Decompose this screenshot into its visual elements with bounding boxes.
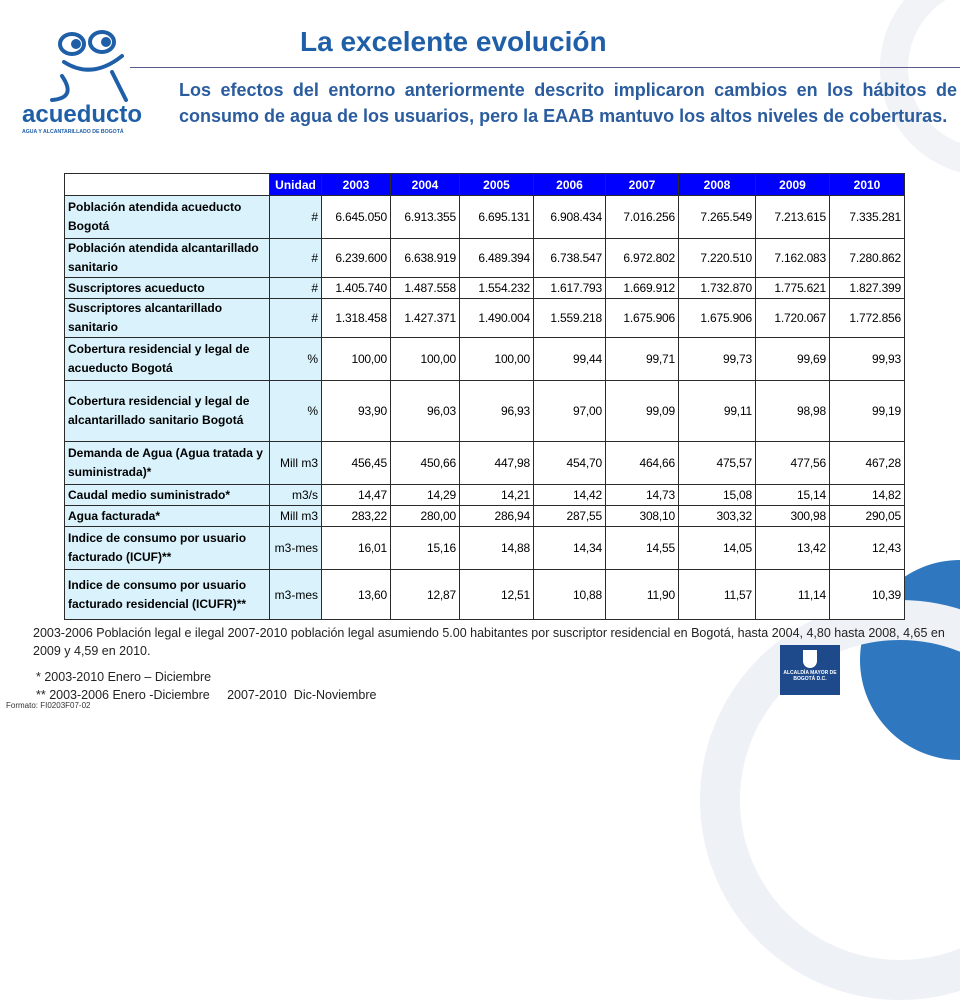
row-value: 1.675.906: [679, 299, 756, 338]
title-divider: [130, 67, 960, 68]
row-unit: %: [270, 338, 322, 381]
row-value: 99,11: [679, 381, 756, 442]
row-value: 1.775.621: [756, 278, 830, 299]
table-row: [65, 338, 905, 381]
table-row: [65, 239, 905, 278]
row-value: 7.280.862: [830, 239, 905, 278]
row-value: 99,73: [679, 338, 756, 381]
row-value: 1.732.870: [679, 278, 756, 299]
indicators-table: [64, 173, 905, 620]
intro-paragraph: Los efectos del entorno anteriormente descrito implicaron cambios en los hábitos de consumo de agua de los usuarios, pero la EAAB mantuvo los altos niveles de coberturas.: [179, 80, 957, 126]
row-value: 7.016.256: [606, 196, 679, 239]
row-label: Suscriptores acueducto: [65, 278, 270, 299]
header-year: 2006: [534, 174, 606, 196]
row-value: 303,32: [679, 506, 756, 527]
table-row: [65, 485, 905, 506]
table-body: [65, 196, 905, 620]
row-value: 6.645.050: [322, 196, 391, 239]
row-value: 15,08: [679, 485, 756, 506]
table-row: [65, 506, 905, 527]
row-value: 467,28: [830, 442, 905, 485]
table-row: [65, 442, 905, 485]
acueducto-logo: [22, 26, 142, 136]
row-label: Suscriptores alcantarillado sanitario: [65, 299, 270, 338]
row-value: 6.489.394: [460, 239, 534, 278]
row-value: 14,47: [322, 485, 391, 506]
row-value: 96,93: [460, 381, 534, 442]
row-unit: %: [270, 381, 322, 442]
row-value: 6.972.802: [606, 239, 679, 278]
row-value: 1.318.458: [322, 299, 391, 338]
row-value: 14,21: [460, 485, 534, 506]
row-value: 1.669.912: [606, 278, 679, 299]
header-blank-cell: [65, 174, 270, 196]
row-value: 11,90: [606, 570, 679, 620]
header-year: 2010: [830, 174, 905, 196]
frog-icon: [52, 32, 126, 100]
row-value: 1.405.740: [322, 278, 391, 299]
row-label: Cobertura residencial y legal de alcantarillado sanitario Bogotá: [65, 381, 270, 442]
row-unit: #: [270, 239, 322, 278]
row-value: 99,44: [534, 338, 606, 381]
row-value: 14,42: [534, 485, 606, 506]
row-value: 98,98: [756, 381, 830, 442]
row-value: 14,29: [391, 485, 460, 506]
table-row: [65, 570, 905, 620]
header-year: 2009: [756, 174, 830, 196]
header-unit: Unidad: [270, 174, 322, 196]
row-label: Agua facturada*: [65, 506, 270, 527]
row-label: Caudal medio suministrado*: [65, 485, 270, 506]
row-value: 11,14: [756, 570, 830, 620]
row-value: 99,09: [606, 381, 679, 442]
row-value: 1.720.067: [756, 299, 830, 338]
row-value: 6.695.131: [460, 196, 534, 239]
row-value: 13,60: [322, 570, 391, 620]
row-value: 450,66: [391, 442, 460, 485]
population-note: 2003-2006 Población legal e ilegal 2007-2010 población legal asumiendo 5.00 habitantes por suscriptor residencial en Bogotá, hasta 2004, 4,80 hasta 2008, 4,65 en 2009 y 4,59 en 2010.: [33, 626, 945, 658]
row-value: 1.490.004: [460, 299, 534, 338]
row-value: 10,88: [534, 570, 606, 620]
table-row: [65, 527, 905, 570]
row-value: 7.265.549: [679, 196, 756, 239]
row-label: Población atendida acueducto Bogotá: [65, 196, 270, 239]
row-value: 12,87: [391, 570, 460, 620]
row-unit: #: [270, 299, 322, 338]
row-value: 456,45: [322, 442, 391, 485]
row-value: 12,51: [460, 570, 534, 620]
row-value: 14,82: [830, 485, 905, 506]
row-label: Cobertura residencial y legal de acueducto Bogotá: [65, 338, 270, 381]
row-value: 97,00: [534, 381, 606, 442]
row-value: 1.617.793: [534, 278, 606, 299]
row-value: 308,10: [606, 506, 679, 527]
row-value: 100,00: [460, 338, 534, 381]
header-year: 2005: [460, 174, 534, 196]
header-year: 2003: [322, 174, 391, 196]
row-unit: #: [270, 196, 322, 239]
page-title: La excelente evolución: [300, 26, 607, 57]
row-value: 7.213.615: [756, 196, 830, 239]
row-label: Indice de consumo por usuario facturado (ICUF)**: [65, 527, 270, 570]
row-value: 14,55: [606, 527, 679, 570]
row-value: 6.908.434: [534, 196, 606, 239]
row-value: 447,98: [460, 442, 534, 485]
table-row: [65, 381, 905, 442]
row-value: 290,05: [830, 506, 905, 527]
table-row: [65, 278, 905, 299]
row-value: 1.487.558: [391, 278, 460, 299]
row-value: 6.738.547: [534, 239, 606, 278]
row-unit: Mill m3: [270, 506, 322, 527]
row-value: 1.772.856: [830, 299, 905, 338]
row-value: 100,00: [322, 338, 391, 381]
row-value: 93,90: [322, 381, 391, 442]
header-year: 2007: [606, 174, 679, 196]
format-code: Formato: FI0203F07-02: [6, 701, 91, 710]
row-unit: m3/s: [270, 485, 322, 506]
row-unit: #: [270, 278, 322, 299]
header-year: 2004: [391, 174, 460, 196]
row-value: 15,16: [391, 527, 460, 570]
row-value: 11,57: [679, 570, 756, 620]
row-value: 475,57: [679, 442, 756, 485]
row-value: 14,73: [606, 485, 679, 506]
row-value: 14,05: [679, 527, 756, 570]
row-value: 6.239.600: [322, 239, 391, 278]
row-value: 16,01: [322, 527, 391, 570]
row-label: Indice de consumo por usuario facturado residencial (ICUFR)**: [65, 570, 270, 620]
table-row: [65, 299, 905, 338]
row-value: 7.220.510: [679, 239, 756, 278]
row-value: 100,00: [391, 338, 460, 381]
row-value: 10,39: [830, 570, 905, 620]
row-value: 287,55: [534, 506, 606, 527]
row-value: 286,94: [460, 506, 534, 527]
row-unit: m3-mes: [270, 570, 322, 620]
row-unit: Mill m3: [270, 442, 322, 485]
row-value: 7.162.083: [756, 239, 830, 278]
row-value: 1.554.232: [460, 278, 534, 299]
row-value: 14,34: [534, 527, 606, 570]
row-value: 280,00: [391, 506, 460, 527]
logo-name: acueducto: [22, 101, 142, 128]
header-year: 2008: [679, 174, 756, 196]
row-value: 99,93: [830, 338, 905, 381]
row-value: 99,19: [830, 381, 905, 442]
table-row: [65, 196, 905, 239]
single-star-note: * 2003-2010 Enero – Diciembre: [36, 670, 212, 684]
row-value: 7.335.281: [830, 196, 905, 239]
row-value: 12,43: [830, 527, 905, 570]
row-value: 14,88: [460, 527, 534, 570]
row-value: 99,71: [606, 338, 679, 381]
row-value: 477,56: [756, 442, 830, 485]
row-value: 15,14: [756, 485, 830, 506]
row-value: 1.827.399: [830, 278, 905, 299]
row-value: 6.913.355: [391, 196, 460, 239]
row-value: 6.638.919: [391, 239, 460, 278]
double-star-note: ** 2003-2006 Enero -Diciembre 2007-2010 Dic-Noviembre: [36, 688, 377, 702]
row-value: 464,66: [606, 442, 679, 485]
alcaldia-bogota-logo: [780, 645, 840, 695]
row-value: 96,03: [391, 381, 460, 442]
row-unit: m3-mes: [270, 527, 322, 570]
row-value: 1.675.906: [606, 299, 679, 338]
row-value: 13,42: [756, 527, 830, 570]
row-label: Demanda de Agua (Agua tratada y suministrada)*: [65, 442, 270, 485]
row-label: Población atendida alcantarillado sanitario: [65, 239, 270, 278]
table-header-row: [65, 174, 905, 196]
row-value: 1.559.218: [534, 299, 606, 338]
coat-of-arms-icon: [803, 650, 817, 668]
alcaldia-logo-text: ALCALDÍA MAYOR DE BOGOTÁ D.C.: [783, 670, 837, 682]
row-value: 99,69: [756, 338, 830, 381]
row-value: 300,98: [756, 506, 830, 527]
logo-tagline: AGUA Y ALCANTARILLADO DE BOGOTÁ: [22, 129, 124, 135]
row-value: 454,70: [534, 442, 606, 485]
row-value: 1.427.371: [391, 299, 460, 338]
row-value: 283,22: [322, 506, 391, 527]
